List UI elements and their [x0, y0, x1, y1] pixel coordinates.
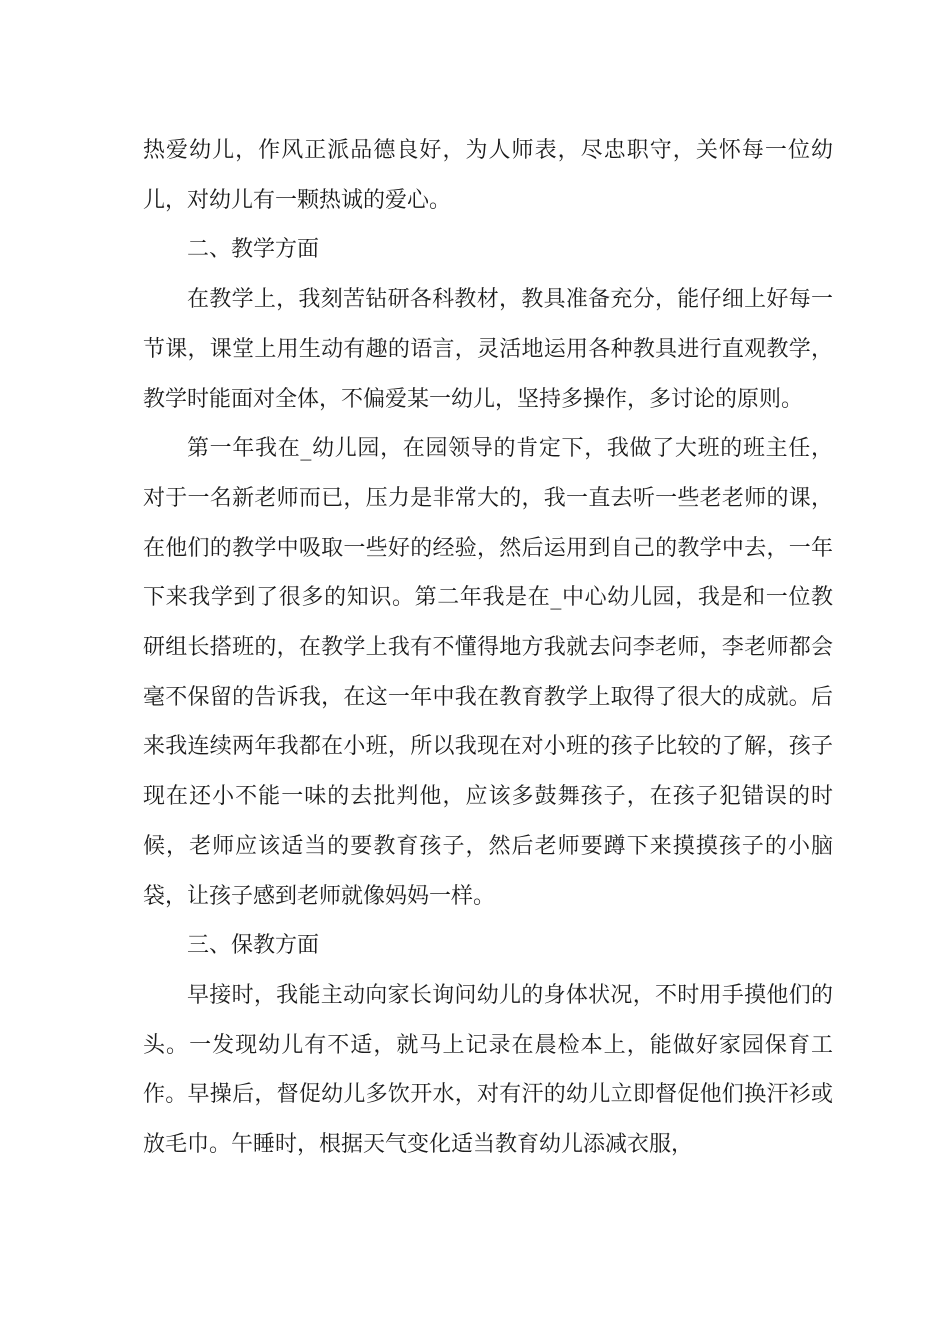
section-heading-teaching: 二、教学方面: [187, 237, 320, 263]
paragraph-care: 早接时，我能主动向家长询问幼儿的身体状况，不时用手摸他们的头。一发现幼儿有不适，就马上记录在晨检本上，能做好家园保育工作。早操后，督促幼儿多饮开水，对有汗的幼儿立即督促他们换汗衫或放毛巾。午睡时，根据天气变化适当教育幼儿添减衣服，: [143, 982, 833, 1158]
paragraph-experience: 第一年我在_幼儿园，在园领导的肯定下，我做了大班的班主任，对于一名新老师而已，压力是非常大的，我一直去听一些老老师的课，在他们的教学中吸取一些好的经验，然后运用到自己的教学中去，一年下来我学到了很多的知识。第二年我是在_中心幼儿园，我是和一位教研组长搭班的，在教学上我有不懂得地方我就去问李老师，李老师都会毫不保留的告诉我，在这一年中我在教育教学上取得了很大的成就。后来我连续两年我都在小班，所以我现在对小班的孩子比较的了解，孩子现在还小不能一味的去批判他，应该多鼓舞孩子，在孩子犯错误的时候，老师应该适当的要教育孩子，然后老师要蹲下来摸摸孩子的小脑袋，让孩子感到老师就像妈妈一样。: [143, 436, 833, 909]
paragraph-teaching: 在教学上，我刻苦钻研各科教材，教具准备充分，能仔细上好每一节课，课堂上用生动有趣的语言，灵活地运用各种教具进行直观教学，教学时能面对全体，不偏爱某一幼儿，坚持多操作，多讨论的原则。: [143, 287, 833, 412]
paragraph-love-children: 热爱幼儿，作风正派品德良好，为人师表，尽忠职守，关怀每一位幼儿，对幼儿有一颗热诚的爱心。: [143, 138, 833, 213]
document-body: [143, 126, 833, 1170]
section-heading-care: 三、保教方面: [187, 933, 320, 959]
